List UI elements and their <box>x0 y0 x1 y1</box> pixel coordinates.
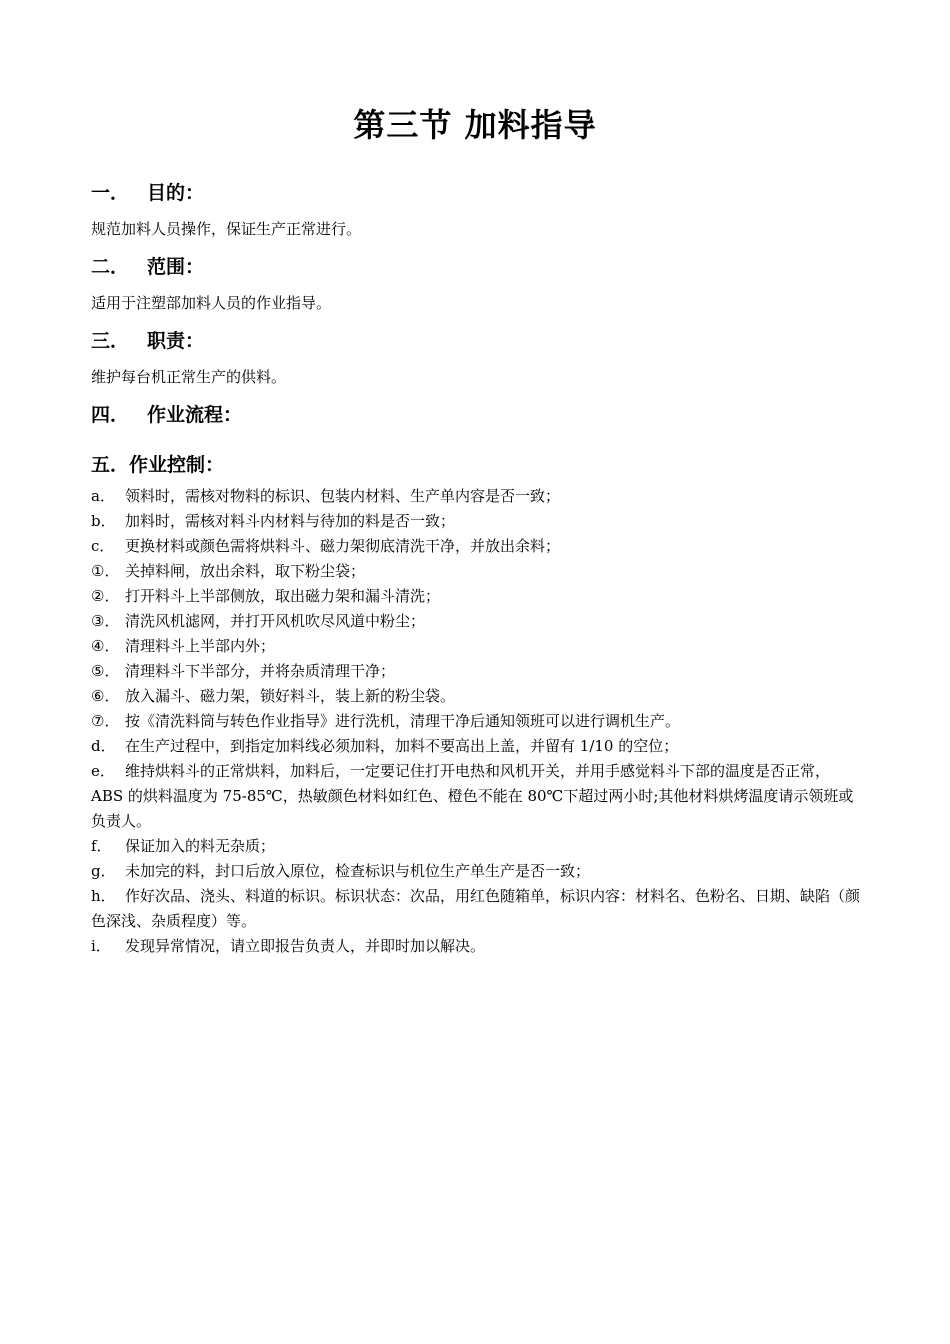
item-label: ⑤． <box>91 662 120 680</box>
list-item <box>91 884 861 934</box>
list-item <box>91 509 861 534</box>
section-text-scope: 适用于注塑部加料人员的作业指导。 <box>91 294 332 312</box>
section-label: 职责： <box>147 330 205 352</box>
list-item <box>91 659 861 684</box>
item-text: 清洗风机滤网，并打开风机吹尽风道中粉尘； <box>125 612 426 630</box>
list-item <box>91 484 861 509</box>
list-item <box>91 834 861 859</box>
list-item <box>91 609 861 634</box>
list-item <box>91 584 861 609</box>
item-label: i． <box>91 937 111 955</box>
section-label: 作业流程： <box>147 404 243 426</box>
item-text: 按《清洗料筒与转色作业指导》进行洗机，清理干净后通知领班可以进行调机生产。 <box>125 712 681 730</box>
item-label: g． <box>91 862 116 880</box>
section-heading-scope <box>91 254 861 280</box>
item-text: 保证加入的料无杂质； <box>125 837 276 855</box>
item-text: 作好次品、浇头、料道的标识。标识状态：次品，用红色随箱单，标识内容：材料名、色粉名、日期、缺陷（颜色深浅、杂质程度）等。 <box>91 887 861 930</box>
section-heading-duty <box>91 328 861 354</box>
item-text: 未加完的料，封口后放入原位，检查标识与机位生产单生产是否一致； <box>125 862 591 880</box>
item-label: ⑥． <box>91 687 120 705</box>
item-label: b． <box>91 512 116 530</box>
section-number: 三． <box>91 330 130 352</box>
section-number: 一． <box>91 182 130 204</box>
item-label: ④． <box>91 637 120 655</box>
page-title: 第三节 加料指导 <box>353 106 597 144</box>
item-text: 维持烘料斗的正常烘料，加料后，一定要记住打开电热和风机开关，并用手感觉料斗下部的温度是否正常，ABS 的烘料温度为 75-85℃，热敏颜色材料如红色、橙色不能在 80℃下超过两小时;其他材料烘烤温度请示领班或负责人。 <box>91 762 854 830</box>
item-label: ③． <box>91 612 120 630</box>
section-label: 范围： <box>147 256 205 278</box>
item-label: ①． <box>91 562 120 580</box>
list-item <box>91 534 861 559</box>
section-number: 二． <box>91 256 130 278</box>
list-item <box>91 734 861 759</box>
list-item <box>91 684 861 709</box>
item-label: f． <box>91 837 112 855</box>
item-text: 领料时，需核对物料的标识、包装内材料、生产单内容是否一致； <box>125 487 561 505</box>
document-body <box>91 180 861 959</box>
item-label: ⑦． <box>91 712 120 730</box>
section-heading-control <box>91 452 861 478</box>
item-text: 清理料斗上半部内外； <box>125 637 276 655</box>
item-label: ②． <box>91 587 120 605</box>
item-text: 关掉料闸，放出余料，取下粉尘袋； <box>125 562 366 580</box>
section-label: 目的： <box>147 182 205 204</box>
control-list <box>91 484 861 959</box>
item-label: h． <box>91 887 116 905</box>
section-heading-purpose <box>91 180 861 206</box>
list-item <box>91 759 861 834</box>
section-text-duty: 维护每台机正常生产的供料。 <box>91 368 287 386</box>
item-label: d． <box>91 737 116 755</box>
section-text-purpose: 规范加料人员操作，保证生产正常进行。 <box>91 220 362 238</box>
item-text: 在生产过程中，到指定加料线必须加料，加料不要高出上盖，并留有 1/10 的空位； <box>125 737 679 755</box>
section-number: 四． <box>91 404 130 426</box>
item-text: 放入漏斗、磁力架，锁好料斗，装上新的粉尘袋。 <box>125 687 456 705</box>
list-item <box>91 634 861 659</box>
item-label: e． <box>91 762 115 780</box>
list-item <box>91 559 861 584</box>
section-heading-workflow <box>91 402 861 428</box>
item-text: 清理料斗下半部分，并将杂质清理干净； <box>125 662 396 680</box>
list-item <box>91 934 861 959</box>
item-text: 加料时，需核对料斗内材料与待加的料是否一致； <box>125 512 456 530</box>
list-item <box>91 859 861 884</box>
item-text: 发现异常情况，请立即报告负责人，并即时加以解决。 <box>125 937 486 955</box>
item-label: a． <box>91 487 115 505</box>
item-text: 打开料斗上半部侧放，取出磁力架和漏斗清洗； <box>125 587 441 605</box>
item-label: c． <box>91 537 115 555</box>
section-label: 作业控制： <box>129 454 225 476</box>
item-text: 更换材料或颜色需将烘料斗、磁力架彻底清洗干净，并放出余料； <box>125 537 561 555</box>
section-number: 五． <box>91 454 130 476</box>
list-item <box>91 709 861 734</box>
